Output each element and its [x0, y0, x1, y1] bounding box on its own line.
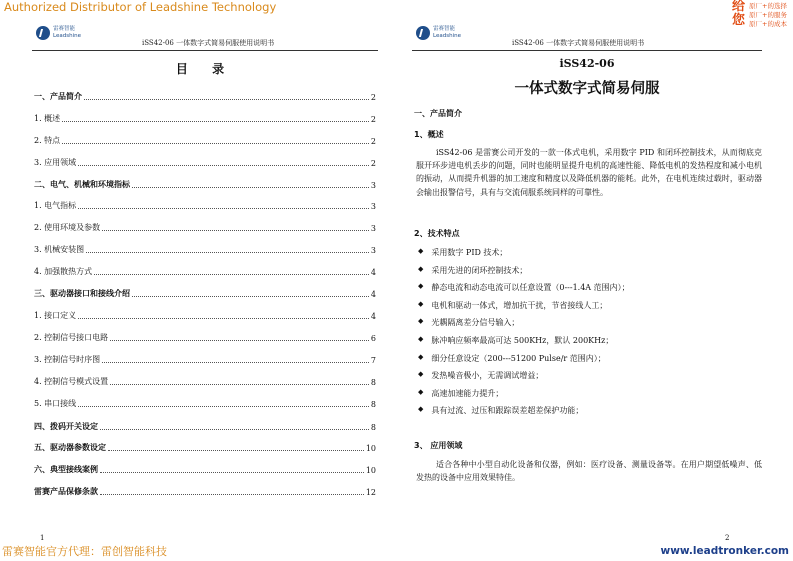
toc-entry-page: 8	[370, 400, 376, 409]
feature-text: 光耦隔离差分信号输入；	[431, 318, 520, 328]
toc-entry[interactable]	[34, 178, 376, 190]
toc-entry[interactable]	[34, 485, 376, 497]
toc-entry-label: 2. 使用环境及参数	[34, 223, 101, 232]
toc-leader-dots	[78, 165, 369, 166]
leadshine-logo-icon	[36, 26, 50, 40]
toc-entry[interactable]	[34, 265, 376, 277]
toc-leader-dots	[62, 143, 369, 144]
toc-entry-page: 2	[370, 93, 376, 102]
feature-text: 发热噪音极小，无需调试增益；	[431, 371, 544, 381]
toc-leader-dots	[110, 384, 369, 385]
diamond-bullet-icon: ◆	[418, 405, 424, 414]
toc-entry-page: 8	[370, 423, 376, 432]
feature-item	[418, 405, 583, 416]
feature-item	[418, 370, 543, 381]
toc-entry-label: 1. 概述	[34, 114, 61, 123]
toc-entry-page: 3	[370, 246, 376, 255]
leadshine-logo	[416, 26, 461, 40]
subsection-heading: 1、概述	[414, 130, 444, 139]
toc-leader-dots	[110, 340, 369, 341]
logo-en: Leadshine	[53, 33, 81, 39]
toc-leader-dots	[78, 318, 369, 319]
feature-text: 采用数字 PID 技术；	[431, 248, 508, 257]
subsection-heading: 3、 应用领域	[414, 441, 463, 450]
toc-entry[interactable]	[34, 353, 376, 365]
logo-cn: 雷赛智能	[433, 26, 456, 32]
toc-entry[interactable]	[34, 156, 376, 168]
toc-entry-label: 2. 特点	[34, 136, 61, 145]
toc-entry-label: 六、典型接线案例	[34, 465, 98, 474]
feature-item	[418, 388, 503, 399]
toc-leader-dots	[108, 450, 364, 451]
feature-item	[418, 353, 606, 364]
toc-entry-page: 7	[370, 356, 376, 365]
slogan-line-2: 原厂+的服务	[749, 11, 787, 19]
toc-entry[interactable]	[34, 199, 376, 211]
toc-entry-label: 2. 控制信号接口电路	[34, 333, 109, 342]
toc-entry[interactable]	[34, 112, 376, 124]
application-paragraph: 适合各种中小型自动化设备和仪器，例如：医疗设备、测量设备等。在用户期望低噪声、低发热的设备中应用效果特佳。	[416, 460, 762, 483]
doc-main-title: 一体式数字式简易伺服	[514, 81, 660, 97]
toc-entry-label: 4. 控制信号模式设置	[34, 377, 109, 386]
toc-entry-label: 1. 电气指标	[34, 201, 77, 210]
subsection-heading: 2、技术特点	[414, 229, 460, 238]
toc-entry[interactable]	[34, 375, 376, 387]
feature-text: 采用先进的闭环控制技术；	[431, 265, 528, 275]
feature-item	[418, 335, 613, 346]
toc-entry-page: 4	[370, 268, 376, 277]
feature-item	[418, 282, 630, 293]
feature-text: 电机和驱动一体式，增加抗干扰，节省接线人工；	[431, 300, 608, 310]
slogan-line-3: 原厂+的成本	[749, 20, 787, 28]
toc-entry[interactable]	[34, 134, 376, 146]
leadshine-logo-icon	[416, 26, 430, 40]
feature-text: 高速加速能力提升；	[431, 388, 504, 398]
diamond-bullet-icon: ◆	[418, 247, 424, 255]
feature-item	[418, 300, 607, 311]
toc-entry-page: 6	[370, 334, 376, 343]
logo-en: Leadshine	[433, 33, 461, 39]
toc-entry[interactable]	[34, 331, 376, 343]
page-number: 1	[40, 534, 45, 542]
overview-paragraph: iSS42-06 是雷赛公司开发的一款一体式电机，采用数字 PID 和闭环控制技术，从而彻底克服开环步进电机丢步的问题，同时也能明显提升电机的高速性能、降低电机的发热程度和减小电机的振动，从而提升机器的加工速度和精度以及降低机器的能耗。此外，在电机连续过载时，驱动器会输出报警信号，具有与交流伺服系统同样的可靠性。	[416, 148, 762, 197]
toc-entry-page: 4	[370, 312, 376, 321]
toc-entry-label: 三、驱动器接口和接线介绍	[34, 289, 130, 298]
feature-item	[418, 265, 527, 276]
toc-leader-dots	[132, 296, 369, 297]
distributor-banner: Authorized Distributor of Leadshine Technology	[4, 0, 277, 14]
toc-entry-label: 3. 控制信号时序图	[34, 355, 101, 364]
toc-leader-dots	[78, 208, 369, 209]
website-link[interactable]: www.leadtronker.com	[660, 545, 789, 557]
toc-entry[interactable]	[34, 441, 376, 453]
toc-entry-page: 10	[365, 444, 376, 453]
toc-entry-page: 10	[365, 466, 376, 475]
diamond-bullet-icon: ◆	[418, 282, 424, 291]
header-title: iSS42-06 一体数字式简易伺服使用说明书	[142, 39, 275, 47]
toc-entry-page: 2	[370, 159, 376, 168]
toc-entry-page: 3	[370, 224, 376, 233]
toc-entry-label: 五、驱动器参数设定	[34, 443, 106, 452]
slogan-big: 给您	[732, 0, 747, 28]
toc-entry[interactable]	[34, 309, 376, 321]
agent-footer: 雷赛智能官方代理：雷创智能科技	[2, 545, 167, 558]
toc-entry-label: 3. 机械安装图	[34, 245, 85, 254]
feature-text: 细分任意设定（200---51200 Pulse/r 范围内）；	[431, 353, 606, 363]
header-title: iSS42-06 一体数字式简易伺服使用说明书	[512, 39, 645, 47]
toc-entry[interactable]	[34, 397, 376, 409]
section-heading: 一、产品简介	[414, 109, 462, 118]
toc-entry-page: 3	[370, 181, 376, 190]
toc-title: 目 录	[175, 62, 235, 76]
toc-entry[interactable]	[34, 420, 376, 432]
page-header	[32, 22, 378, 51]
toc-entry-label: 一、产品简介	[34, 92, 82, 101]
feature-item	[418, 247, 507, 258]
feature-text: 静态电流和动态电流可以任意设置（0---1.4A 范围内）；	[431, 283, 630, 293]
toc-leader-dots	[100, 472, 364, 473]
toc-entry-label: 3. 应用领域	[34, 158, 77, 167]
toc-entry-page: 2	[370, 137, 376, 146]
toc-entry-label: 4. 加强散热方式	[34, 267, 93, 276]
toc-entry-page: 2	[370, 115, 376, 124]
toc-entry[interactable]	[34, 287, 376, 299]
toc-entry-label: 四、拨码开关设定	[34, 422, 98, 431]
page-header	[412, 22, 762, 51]
leadshine-logo	[36, 26, 81, 40]
toc-leader-dots	[100, 429, 369, 430]
diamond-bullet-icon: ◆	[418, 370, 424, 379]
toc-leader-dots	[102, 230, 369, 231]
toc-entry-page: 12	[365, 488, 376, 497]
diamond-bullet-icon: ◆	[418, 335, 424, 343]
toc-entry[interactable]	[34, 243, 376, 255]
content-page	[412, 22, 762, 542]
toc-entry-label: 5. 串口接线	[34, 399, 77, 408]
page-number: 2	[725, 534, 730, 542]
feature-text: 脉冲响应频率最高可达 500KHz，默认 200KHz；	[431, 336, 614, 345]
diamond-bullet-icon: ◆	[418, 299, 424, 308]
diamond-bullet-icon: ◆	[418, 317, 424, 326]
toc-entry[interactable]	[34, 463, 376, 475]
toc-entry[interactable]	[34, 90, 376, 102]
toc-entry-page: 4	[370, 290, 376, 299]
toc-page	[32, 22, 378, 542]
toc-entry[interactable]	[34, 221, 376, 233]
toc-entry-label: 二、电气、机械和环境指标	[34, 180, 130, 189]
toc-leader-dots	[102, 362, 369, 363]
toc-leader-dots	[62, 121, 369, 122]
toc-entry-page: 8	[370, 378, 376, 387]
doc-model: iSS42-06	[559, 57, 615, 70]
toc-leader-dots	[84, 99, 369, 100]
toc-leader-dots	[86, 252, 369, 253]
toc-leader-dots	[100, 494, 364, 495]
logo-cn: 雷赛智能	[53, 26, 76, 32]
toc-leader-dots	[94, 274, 369, 275]
toc-leader-dots	[132, 187, 369, 188]
slogan-line-1: 原厂+的选择	[749, 2, 787, 10]
toc-entry-label: 雷赛产品保修条款	[34, 487, 98, 496]
diamond-bullet-icon: ◆	[418, 387, 424, 396]
toc-entry-page: 3	[370, 202, 376, 211]
feature-text: 具有过流、过压和跟踪误差超差保护功能；	[431, 406, 584, 416]
feature-item	[418, 317, 519, 328]
toc-leader-dots	[78, 406, 369, 407]
toc-entry-label: 1. 接口定义	[34, 311, 77, 320]
diamond-bullet-icon: ◆	[418, 264, 424, 273]
diamond-bullet-icon: ◆	[418, 352, 424, 361]
